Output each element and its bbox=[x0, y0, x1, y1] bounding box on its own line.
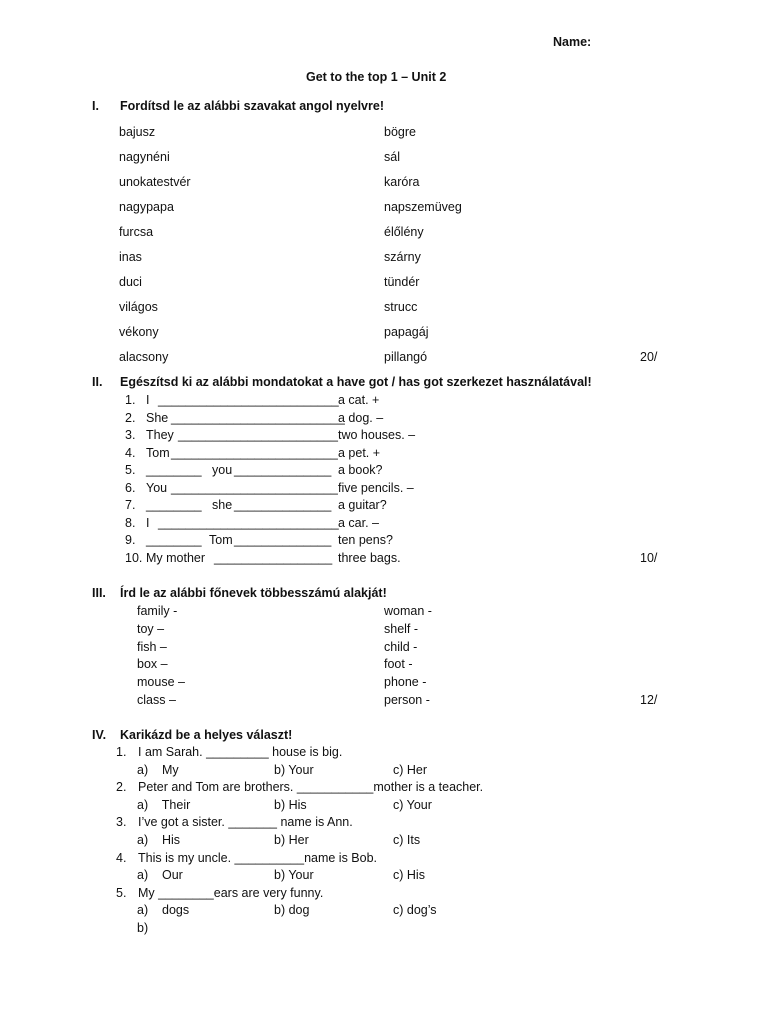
sentence-ending: a pet. + bbox=[338, 445, 381, 460]
word-hungarian-left: furcsa bbox=[119, 225, 154, 239]
word-hungarian-right: tündér bbox=[384, 275, 420, 289]
word-hungarian-left: unokatestvér bbox=[119, 175, 191, 189]
word-hungarian-right: karóra bbox=[384, 175, 420, 189]
question-text: My ________ears are very funny. bbox=[138, 885, 324, 900]
word-hungarian-left: nagynéni bbox=[119, 150, 170, 164]
sentence-subject-2: she bbox=[212, 498, 233, 512]
section3-number: III. bbox=[92, 586, 106, 600]
sentence-number: 3. bbox=[125, 428, 136, 442]
word-hungarian-right: sál bbox=[384, 150, 400, 164]
sentence-subject: My mother bbox=[146, 550, 206, 565]
sentence-ending: a car. – bbox=[338, 515, 379, 530]
sentence-subject: She bbox=[146, 410, 169, 425]
sentence-subject: ________ bbox=[146, 533, 202, 547]
sentence-ending: a guitar? bbox=[338, 498, 387, 512]
sentence-subject: ________ bbox=[146, 463, 202, 477]
sentence-subject: I bbox=[146, 515, 150, 530]
sentence-ending: a cat. + bbox=[338, 393, 380, 407]
sentence-number: 4. bbox=[125, 445, 136, 460]
question-number: 2. bbox=[116, 780, 127, 795]
question-text: I’ve got a sister. _______ name is Ann. bbox=[138, 815, 353, 830]
section1-number: I. bbox=[92, 99, 99, 113]
section1-score: 20/ bbox=[640, 350, 658, 364]
option-c: c) Its bbox=[393, 833, 421, 847]
section2-number: II. bbox=[92, 375, 103, 389]
option-b: b) Her bbox=[274, 833, 309, 847]
word-hungarian-left: alacsony bbox=[119, 350, 169, 364]
word-hungarian-left: világos bbox=[119, 300, 158, 314]
option-a: a) My bbox=[137, 762, 179, 777]
sentence-blank: ________________________ bbox=[171, 480, 338, 495]
section3-title: Írd le az alábbi főnevek többesszámú alakját! bbox=[120, 586, 387, 600]
option-a: a) dogs bbox=[137, 903, 190, 918]
option-c: c) His bbox=[393, 868, 425, 883]
sentence-subject: You bbox=[146, 480, 168, 495]
sentence-number: 8. bbox=[125, 515, 136, 530]
sentence-number: 2. bbox=[125, 410, 136, 425]
noun-left: fish – bbox=[137, 639, 167, 654]
sentence-number: 6. bbox=[125, 480, 136, 495]
question-text: Peter and Tom are brothers. ___________mother is a teacher. bbox=[138, 780, 484, 795]
option-c: c) Her bbox=[393, 762, 428, 777]
sentence-ending: ten pens? bbox=[338, 533, 393, 547]
section4-number: IV. bbox=[92, 728, 107, 742]
option-a: a) Their bbox=[137, 797, 191, 812]
word-hungarian-left: duci bbox=[119, 275, 142, 289]
option-b: b) Your bbox=[274, 762, 314, 777]
noun-left: family - bbox=[137, 604, 178, 618]
noun-left: mouse – bbox=[137, 675, 185, 690]
noun-left: class – bbox=[137, 693, 176, 707]
noun-right: child - bbox=[384, 639, 418, 654]
word-hungarian-right: napszemüveg bbox=[384, 200, 462, 214]
sentence-ending: a dog. – bbox=[338, 410, 384, 425]
section1-title: Fordítsd le az alábbi szavakat angol nyelvre! bbox=[120, 99, 384, 113]
question-text: I am Sarah. _________ house is big. bbox=[138, 745, 343, 759]
option-c: c) dog’s bbox=[393, 903, 437, 918]
sentence-subject: I bbox=[146, 393, 150, 407]
sentence-ending: a book? bbox=[338, 463, 383, 477]
noun-left: box – bbox=[137, 657, 168, 672]
sentence-subject: Tom bbox=[146, 445, 170, 460]
section3-score: 12/ bbox=[640, 693, 658, 707]
option-a: a) His bbox=[137, 833, 181, 847]
sentence-number: 9. bbox=[125, 533, 136, 547]
sentence-blank: __________________________ bbox=[158, 393, 339, 407]
section4-extra-option: b) bbox=[137, 921, 149, 935]
page-title: Get to the top 1 – Unit 2 bbox=[306, 70, 447, 84]
word-hungarian-left: nagypapa bbox=[119, 200, 174, 214]
sentence-ending: two houses. – bbox=[338, 428, 416, 442]
word-hungarian-left: bajusz bbox=[119, 125, 156, 139]
sentence-number: 1. bbox=[125, 393, 136, 407]
name-label: Name: bbox=[553, 35, 592, 49]
sentence-blank: _______________________ bbox=[178, 428, 338, 442]
sentence-subject-2: Tom bbox=[209, 533, 233, 547]
sentence-number: 10. bbox=[125, 550, 143, 565]
question-number: 5. bbox=[116, 885, 127, 900]
word-hungarian-right: bögre bbox=[384, 125, 416, 139]
sentence-subject-2: you bbox=[212, 463, 233, 477]
section2-title: Egészítsd ki az alábbi mondatokat a have got / has got szerkezet használatával! bbox=[120, 375, 592, 389]
noun-right: person - bbox=[384, 693, 430, 707]
sentence-blank: __________________________ bbox=[158, 515, 339, 530]
sentence-blank: ______________ bbox=[234, 533, 332, 547]
word-hungarian-right: strucc bbox=[384, 300, 418, 314]
sentence-blank: _________________________ bbox=[171, 410, 345, 425]
sentence-subject: ________ bbox=[146, 498, 202, 512]
word-hungarian-left: inas bbox=[119, 250, 142, 264]
sentence-blank: _________________ bbox=[214, 550, 333, 565]
section4-title: Karikázd be a helyes választ! bbox=[120, 728, 293, 742]
word-hungarian-right: szárny bbox=[384, 250, 421, 264]
question-number: 3. bbox=[116, 815, 127, 830]
option-b: b) His bbox=[274, 797, 307, 812]
sentence-number: 7. bbox=[125, 498, 136, 512]
sentence-ending: three bags. bbox=[338, 550, 401, 565]
word-hungarian-right: élőlény bbox=[384, 225, 424, 239]
sentence-blank: ______________ bbox=[234, 463, 332, 477]
question-text: This is my uncle. __________name is Bob. bbox=[138, 850, 378, 865]
word-hungarian-right: papagáj bbox=[384, 325, 429, 339]
option-a: a) Our bbox=[137, 868, 183, 883]
noun-right: foot - bbox=[384, 657, 413, 672]
noun-left: toy – bbox=[137, 621, 165, 636]
sentence-number: 5. bbox=[125, 463, 136, 477]
sentence-ending: five pencils. – bbox=[338, 480, 414, 495]
word-hungarian-right: pillangó bbox=[384, 350, 428, 364]
section2-score: 10/ bbox=[640, 551, 658, 565]
word-hungarian-left: vékony bbox=[119, 325, 159, 339]
sentence-subject: They bbox=[146, 428, 174, 442]
noun-right: woman - bbox=[384, 604, 432, 618]
question-number: 1. bbox=[116, 745, 127, 759]
noun-right: shelf - bbox=[384, 621, 419, 636]
option-b: b) Your bbox=[274, 868, 314, 883]
option-b: b) dog bbox=[274, 903, 310, 918]
sentence-blank: ______________ bbox=[234, 498, 332, 512]
question-number: 4. bbox=[116, 850, 127, 865]
option-c: c) Your bbox=[393, 797, 432, 812]
sentence-blank: ________________________ bbox=[171, 445, 338, 460]
noun-right: phone - bbox=[384, 675, 427, 690]
